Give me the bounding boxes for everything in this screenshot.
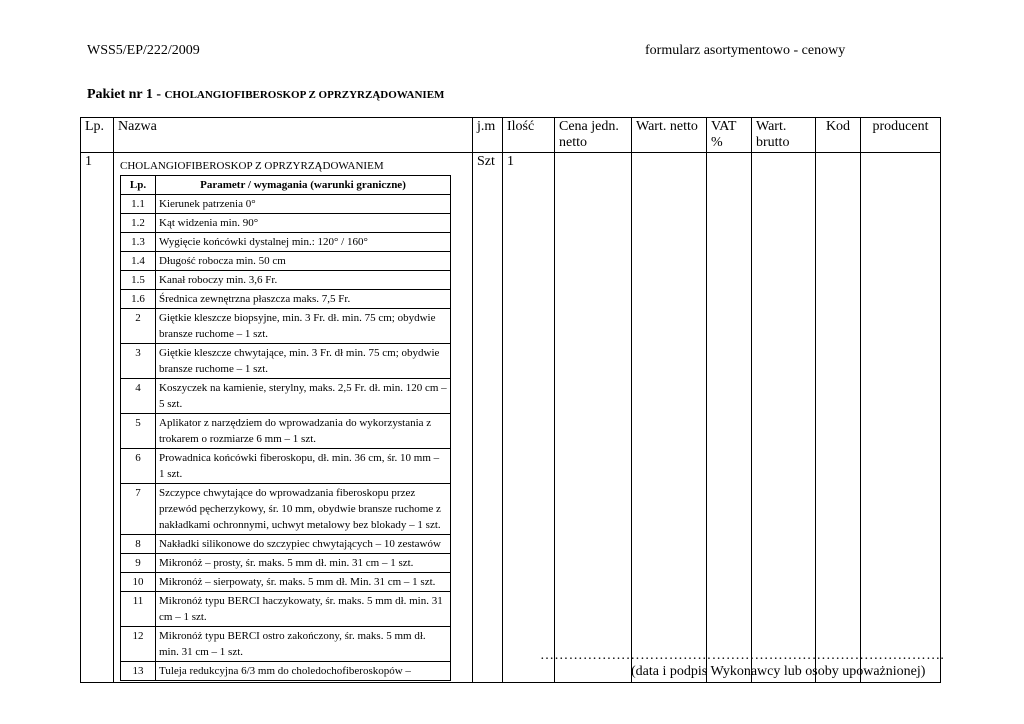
param-header-text: Parametr / wymagania (warunki graniczne): [156, 176, 451, 195]
parameter-number: 1.6: [121, 290, 156, 309]
parameter-row: [121, 379, 451, 414]
parameter-row: [121, 535, 451, 554]
parameter-row: [121, 233, 451, 252]
parameter-row: [121, 449, 451, 484]
parameter-text: Mikronóż – prosty, śr. maks. 5 mm dł. min. 31 cm – 1 szt.: [156, 554, 451, 573]
parameter-text: Giętkie kleszcze chwytające, min. 3 Fr. dł min. 75 cm; obydwie bransze ruchome – 1 szt.: [156, 344, 451, 379]
parameter-number: 12: [121, 627, 156, 662]
product-name: CHOLANGIOFIBEROSKOP Z OPRZYRZĄDOWANIEM: [120, 160, 384, 172]
parameter-text: Aplikator z narzędziem do wprowadzania do wykorzystania z trokarem o rozmiarze 6 mm – 1 szt.: [156, 414, 451, 449]
param-header-lp: Lp.: [121, 176, 156, 195]
document-number: WSS5/EP/222/2009: [87, 43, 200, 58]
parameter-row: [121, 195, 451, 214]
signature-caption: (data i podpis Wykonawcy lub osoby upoważnionej): [631, 664, 926, 679]
row-wart-brutto[interactable]: [752, 153, 816, 683]
parameter-text: Długość robocza min. 50 cm: [156, 252, 451, 271]
row-vat[interactable]: [707, 153, 752, 683]
parameter-row: [121, 627, 451, 662]
parameter-number: 13: [121, 662, 156, 681]
parameter-row: [121, 592, 451, 627]
parameter-text: Średnica zewnętrzna płaszcza maks. 7,5 Fr.: [156, 290, 451, 309]
col-header-nazwa: Nazwa: [114, 118, 473, 153]
parameter-row: [121, 290, 451, 309]
col-header-cena: Cena jedn. netto: [555, 118, 632, 153]
parameter-text: Prowadnica końcówki fiberoskopu, dł. min. 36 cm, śr. 10 mm – 1 szt.: [156, 449, 451, 484]
parameter-text: Kąt widzenia min. 90°: [156, 214, 451, 233]
col-header-wart-brutto: Wart. brutto: [752, 118, 816, 153]
parameter-number: 7: [121, 484, 156, 535]
col-header-jm: j.m: [473, 118, 503, 153]
row-wart-netto[interactable]: [632, 153, 707, 683]
parameter-row: [121, 662, 451, 681]
table-header-row: [81, 118, 941, 153]
col-header-producent: producent: [861, 118, 941, 153]
parameter-number: 10: [121, 573, 156, 592]
parameter-text: Koszyczek na kamienie, sterylny, maks. 2,5 Fr. dł. min. 120 cm – 5 szt.: [156, 379, 451, 414]
table-row: [81, 153, 941, 683]
row-ilosc: 1: [503, 153, 555, 683]
parameter-number: 1.1: [121, 195, 156, 214]
parameter-text: Nakładki silikonowe do szczypiec chwytających – 10 zestawów: [156, 535, 451, 554]
row-producent[interactable]: [861, 153, 941, 683]
parameter-row: [121, 252, 451, 271]
row-cena[interactable]: [555, 153, 632, 683]
parameter-text: Wygięcie końcówki dystalnej min.: 120° / 160°: [156, 233, 451, 252]
parameter-number: 1.5: [121, 271, 156, 290]
package-number: Pakiet nr 1 -: [87, 87, 162, 102]
parameter-text: Tuleja redukcyjna 6/3 mm do choledochofiberoskopów –: [156, 662, 451, 681]
parameters-table: [120, 175, 451, 681]
parameters-header-row: [121, 176, 451, 195]
parameter-row: [121, 344, 451, 379]
parameter-text: Szczypce chwytające do wprowadzania fiberoskopu przez przewód pęcherzykowy, śr. 10 mm, obydwie bransze ruchome z nakładkami ochronnymi, uchwyt metalowy bez blokady – 1 szt.: [156, 484, 451, 535]
parameter-row: [121, 554, 451, 573]
package-title: [87, 87, 444, 103]
parameter-row: [121, 414, 451, 449]
parameter-text: Mikronóż typu BERCI haczykowaty, śr. maks. 5 mm dł. min. 31 cm – 1 szt.: [156, 592, 451, 627]
parameter-text: Kierunek patrzenia 0°: [156, 195, 451, 214]
parameter-number: 1.4: [121, 252, 156, 271]
parameter-number: 3: [121, 344, 156, 379]
parameter-row: [121, 573, 451, 592]
parameter-number: 9: [121, 554, 156, 573]
row-kod[interactable]: [816, 153, 861, 683]
row-name-cell: [114, 153, 473, 683]
col-header-lp: Lp.: [81, 118, 114, 153]
parameter-text: Mikronóż typu BERCI ostro zakończony, śr. maks. 5 mm dł. min. 31 cm – 1 szt.: [156, 627, 451, 662]
parameter-number: 4: [121, 379, 156, 414]
parameter-number: 1.3: [121, 233, 156, 252]
price-table: [80, 117, 941, 683]
parameter-row: [121, 484, 451, 535]
col-header-wart-netto: Wart. netto: [632, 118, 707, 153]
parameter-text: Kanał roboczy min. 3,6 Fr.: [156, 271, 451, 290]
parameter-text: Mikronóż – sierpowaty, śr. maks. 5 mm dł. Min. 31 cm – 1 szt.: [156, 573, 451, 592]
parameter-number: 11: [121, 592, 156, 627]
parameter-number: 1.2: [121, 214, 156, 233]
row-lp: 1: [81, 153, 114, 683]
package-subtitle: CHOLANGIOFIBEROSKOP Z OPRZYRZĄDOWANIEM: [164, 89, 445, 101]
parameter-row: [121, 214, 451, 233]
signature-line: ………………………………………………………………………….: [540, 648, 945, 663]
parameter-row: [121, 309, 451, 344]
parameter-number: 2: [121, 309, 156, 344]
col-header-vat: VAT %: [707, 118, 752, 153]
row-jm: Szt: [473, 153, 503, 683]
col-header-kod: Kod: [816, 118, 861, 153]
col-header-ilosc: Ilość: [503, 118, 555, 153]
parameter-number: 8: [121, 535, 156, 554]
parameter-row: [121, 271, 451, 290]
parameter-number: 5: [121, 414, 156, 449]
form-title: formularz asortymentowo - cenowy: [645, 43, 846, 58]
parameter-number: 6: [121, 449, 156, 484]
parameter-text: Giętkie kleszcze biopsyjne, min. 3 Fr. dł. min. 75 cm; obydwie bransze ruchome – 1 szt.: [156, 309, 451, 344]
